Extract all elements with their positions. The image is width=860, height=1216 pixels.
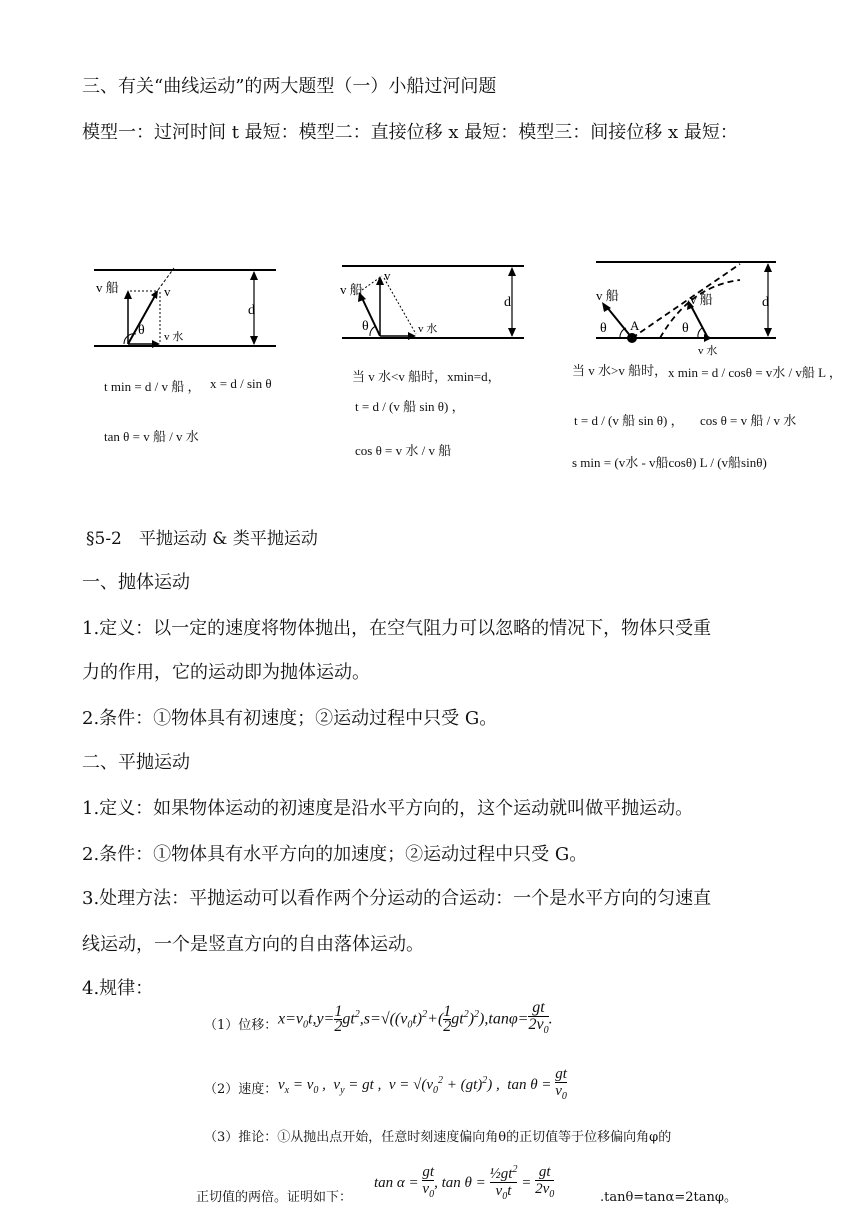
- rule-3-end: .tanθ=tanα=2tanφ。: [600, 1190, 737, 1205]
- label-v-water: v 水: [418, 323, 438, 335]
- rule-3-formula: tan α = $\frac{gt}{v_0}$ , tan θ = $\frac{\frac{1}{2}gt^2}{v_0t}$ = $\frac{gt}{2v_0}$: [374, 1164, 555, 1202]
- section-title-5-2: §5-2 平抛运动 & 类平抛运动: [86, 529, 318, 549]
- para-rules: 4.规律：: [82, 978, 154, 999]
- models-line: 模型一：过河时间 t 最短：模型二：直接位移 x 最短：模型三：间接位移 x 最短：: [82, 122, 738, 143]
- para-def-2: 1.定义：如果物体运动的初速度是沿水平方向的，这个运动就叫做平抛运动。: [82, 798, 694, 819]
- fig1-formula-x: x = d / sin θ: [210, 376, 272, 391]
- rule-2-formula: $v_x = v_0$ , $v_y$ = gt , $v = √(v_0^2 + (gt)^2)$ , tan θ = $\frac{gt}{v_0}$: [278, 1066, 567, 1102]
- rule-3-line-b: 正切值的两倍。证明如下：: [196, 1190, 353, 1205]
- label-d: d: [504, 295, 511, 310]
- label-v-boat: v 船: [340, 282, 363, 297]
- label-theta-2: θ: [682, 321, 689, 336]
- fig3-cond: 当 v 水>v 船时，: [572, 363, 668, 378]
- figure-model-1: [90, 262, 290, 357]
- fig1-formula-t: t min = d / v 船 ，: [104, 379, 201, 394]
- figure-model-2: [338, 258, 538, 348]
- heading-horizontal-projectile: 二、平抛运动: [82, 752, 190, 773]
- figure-model-3: [590, 256, 790, 356]
- para-cond-2: 2.条件：①物体具有水平方向的加速度；②运动过程中只受 G。: [82, 844, 588, 865]
- fig3-formula-smin: s min = (v水 - v船cosθ) L / (v船sinθ): [572, 455, 767, 470]
- para-method-b: 线运动，一个是竖直方向的自由落体运动。: [82, 934, 424, 955]
- label-d: d: [248, 303, 255, 318]
- label-v-water: v 水: [164, 331, 184, 343]
- fig2-cond: 当 v 水<v 船时，xmin=d，: [352, 369, 501, 384]
- heading-projectile: 一、抛体运动: [82, 572, 190, 593]
- fig1-formula-tan: tan θ = v 船 / v 水: [104, 429, 199, 444]
- para-def-1b: 力的作用，它的运动即为抛体运动。: [82, 662, 370, 683]
- fig3-xmin: x min = d / cosθ = v水 / v船 L ，: [668, 365, 842, 380]
- label-theta: θ: [138, 323, 145, 338]
- para-cond-1: 2.条件：①物体具有初速度；②运动过程中只受 G。: [82, 708, 498, 729]
- para-def-1a: 1.定义：以一定的速度将物体抛出，在空气阻力可以忽略的情况下，物体只受重: [82, 618, 712, 639]
- section-title-boat: 三、有关“曲线运动”的两大题型（一）小船过河问题: [82, 76, 497, 97]
- label-theta-1: θ: [600, 321, 607, 336]
- fig3-formula-t: t = d / (v 船 sin θ) ，: [574, 413, 684, 428]
- label-v-boat: v 船: [96, 280, 119, 295]
- fig3-formula-cos: cos θ = v 船 / v 水: [700, 413, 797, 428]
- fig2-formula-t: t = d / (v 船 sin θ) ，: [355, 399, 465, 414]
- rule-1-label: （1）位移：: [204, 1018, 278, 1033]
- label-v: v: [384, 268, 391, 283]
- rule-1-formula: $x=v_0t,y=$ $\frac{1}{2}$ $gt^2,s=√((v_0t)^2+$( $\frac{1}{2}$ $gt^2)^2),\tan\varphi=$ $\frac{gt}{2v_0}$ .: [278, 999, 553, 1037]
- label-point-a: A: [630, 318, 640, 333]
- para-method-a: 3.处理方法：平抛运动可以看作两个分运动的合运动：一个是水平方向的匀速直: [82, 888, 712, 909]
- label-d: d: [762, 295, 769, 310]
- rule-2-label: （2）速度：: [204, 1082, 278, 1097]
- label-theta: θ: [362, 319, 369, 334]
- label-v-water: v 水: [698, 345, 718, 356]
- label-v: v: [164, 284, 171, 299]
- rule-3-line-a: （3）推论：①从抛出点开始，任意时刻速度偏向角θ的正切值等于位移偏向角φ的: [204, 1130, 672, 1145]
- fig2-formula-cos: cos θ = v 水 / v 船: [355, 443, 452, 458]
- label-v-boat: v 船: [596, 288, 619, 303]
- label-v-boat-2: v 船: [690, 292, 713, 307]
